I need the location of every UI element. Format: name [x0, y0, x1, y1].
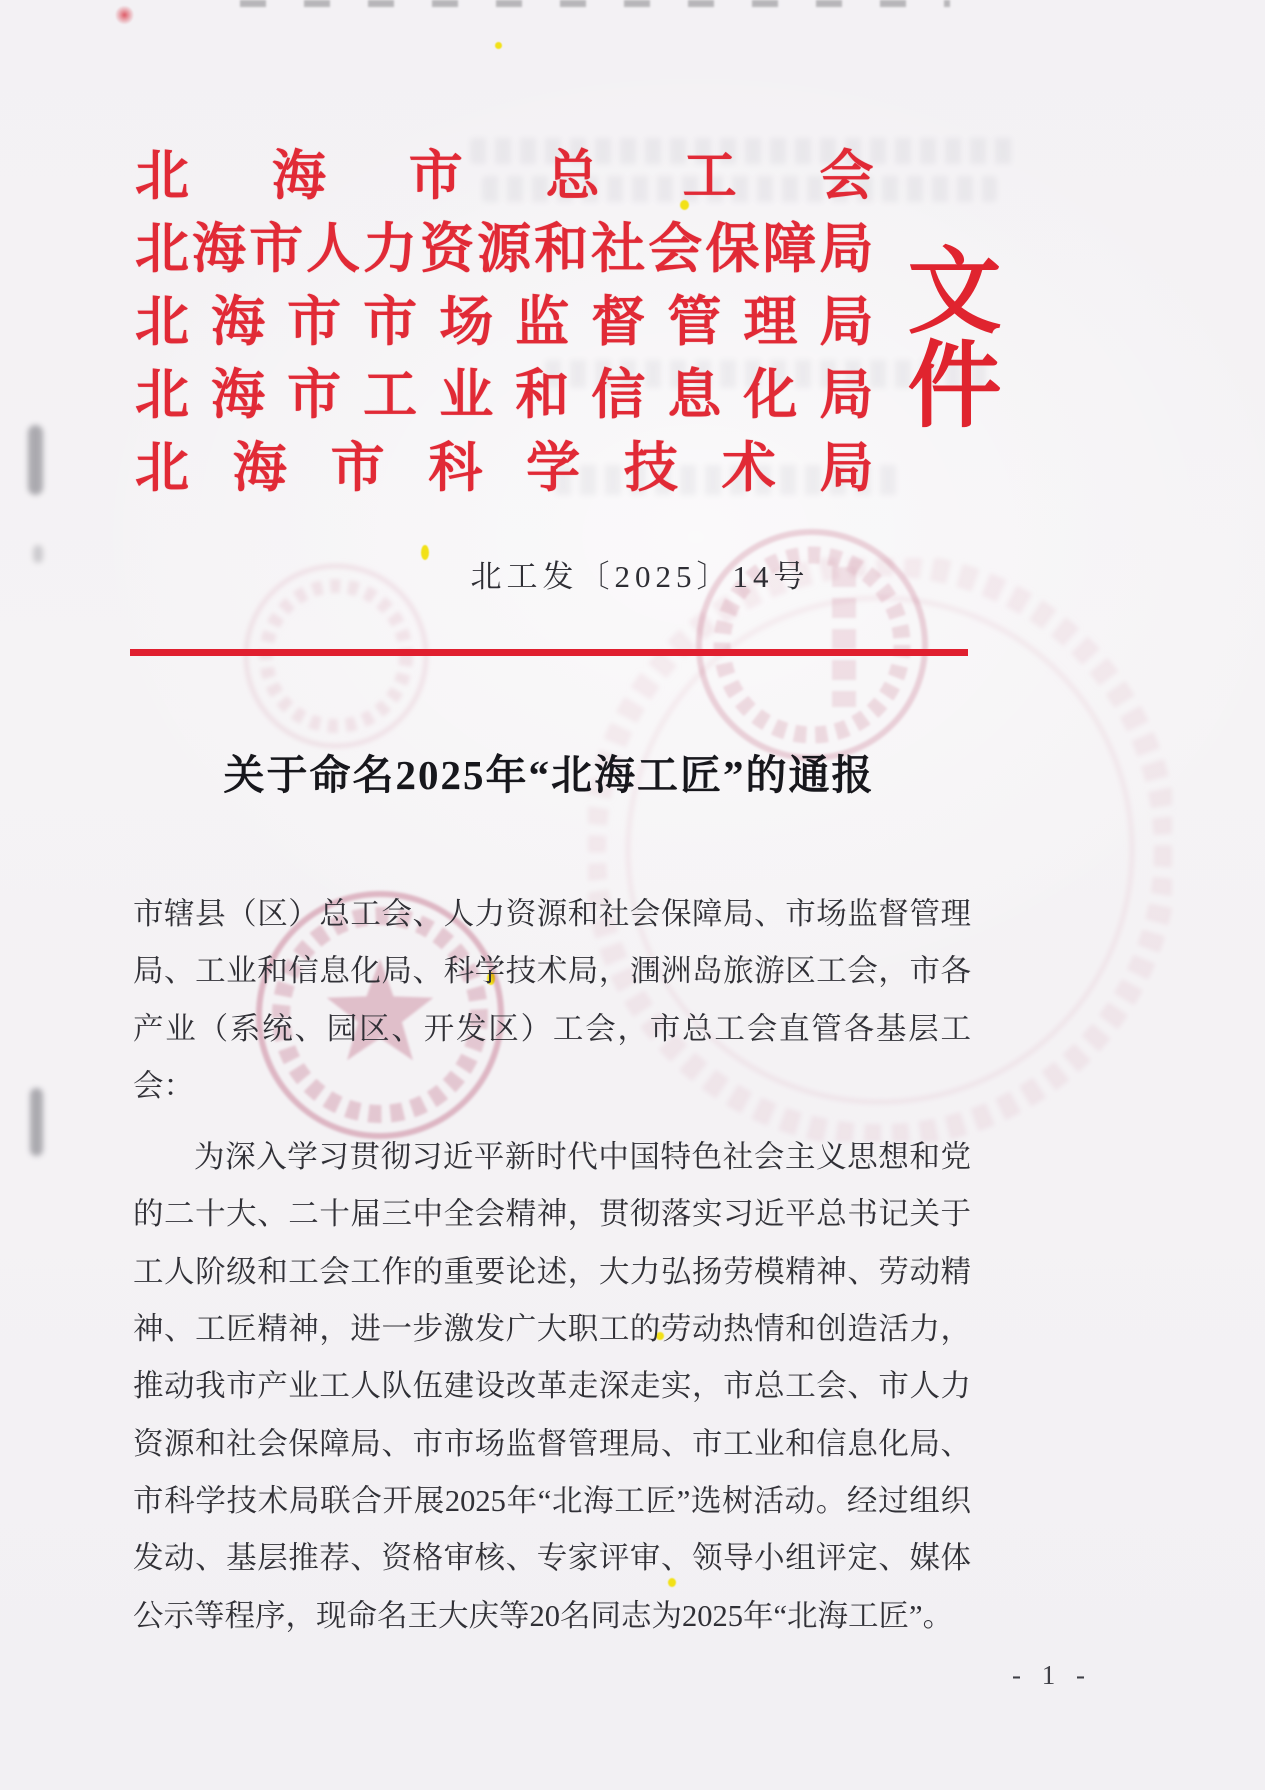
agency-name-5: 北 海 市 科 学 技 术 局	[135, 438, 874, 498]
issuing-agencies	[135, 140, 874, 505]
doc-type-label: 文件	[907, 240, 1006, 439]
document-title: 关于命名2025年“北海工匠”的通报	[223, 752, 875, 798]
agency-name-4: 北 海 市 工 业 和 信 息 化 局	[135, 365, 874, 425]
main-paragraph: 为深入学习贯彻习近平新时代中国特色社会主义思想和党的二十大、二十届三中全会精神，贯彻落实习近平总书记关于工人阶级和工会工作的重要论述，大力弘扬劳模精神、劳动精神、工匠精神，进一步激发广大职工的劳动热情和创造活力，推动我市产业工人队伍建设改革走深走实，市总工会、市人力资源和社会保障局、市市场监督管理局、市工业和信息化局、市科学技术局联合开展2025年“北海工匠”选树活动。经过组织发动、基层推荐、资格审核、专家评审、领导小组评定、媒体公示等程序，现命名王大庆等20名同志为2025年“北海工匠”。	[133, 1140, 971, 1633]
scan-artifact-top-edge	[240, 0, 950, 7]
scan-smudge	[30, 1088, 43, 1156]
red-divider-rule	[130, 649, 968, 656]
doc-number: 北工发〔2025〕14号	[470, 559, 810, 594]
agency-name-1: 北 海 市 总 工 会	[135, 146, 874, 206]
page-number: - 1 -	[1012, 1660, 1092, 1690]
letterhead	[135, 140, 1095, 505]
agency-name-3: 北 海 市 市 场 监 督 管 理 局	[135, 292, 874, 352]
scan-smudge	[28, 425, 43, 495]
agency-name-2: 北 海 市 人 力 资 源 和 社 会 保 障 局	[135, 219, 874, 279]
salutation-paragraph: 市辖县（区）总工会、人力资源和社会保障局、市场监督管理局、工业和信息化局、科学技术局，涠洲岛旅游区工会，市各产业（系统、园区、开发区）工会，市总工会直管各基层工会：	[133, 897, 971, 1103]
yellow-speck	[495, 42, 502, 49]
document-body	[133, 886, 971, 1645]
scan-artifact-red-mark	[115, 5, 134, 25]
